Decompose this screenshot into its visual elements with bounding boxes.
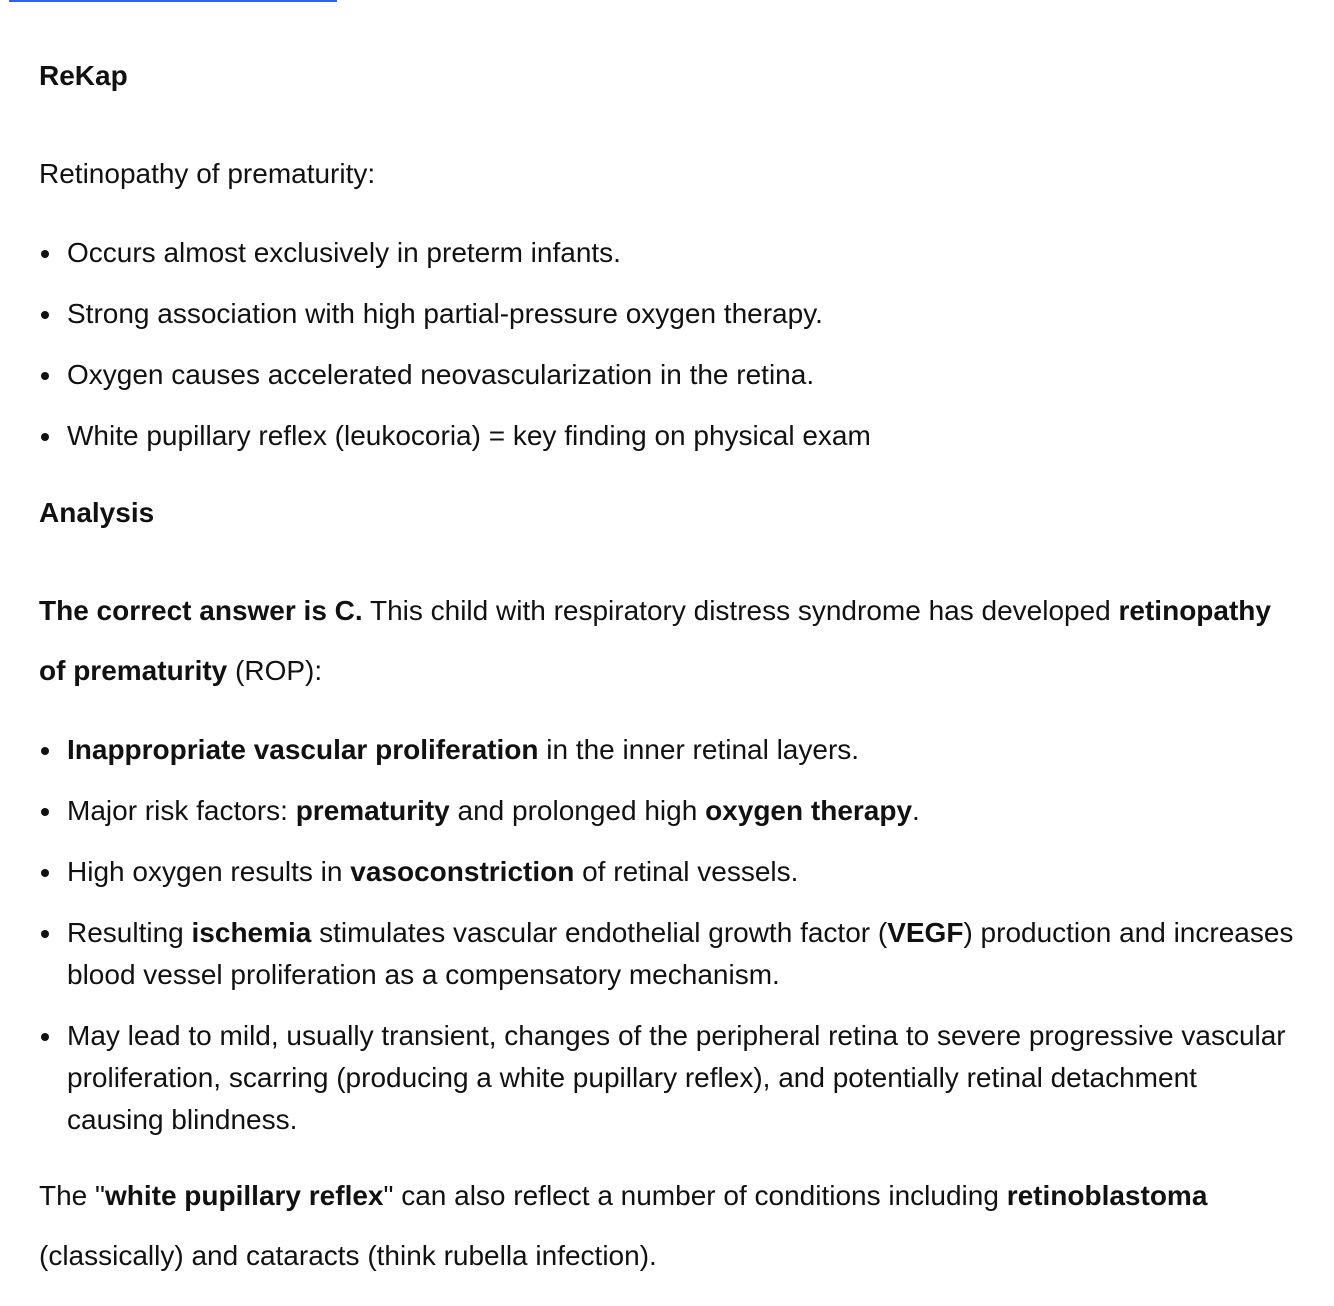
answer-paragraph: [39, 581, 1301, 701]
analysis-bullet: [39, 790, 1301, 832]
rekap-bullet: Strong association with high partial-pressure oxygen therapy.: [39, 293, 1301, 335]
rekap-bullet-list: [39, 232, 1301, 476]
closing-bold-term: retinoblastoma: [1006, 1180, 1208, 1211]
rekap-heading: ReKap: [39, 60, 128, 91]
closing-paragraph: [39, 1166, 1301, 1286]
rekap-intro: Retinopathy of prematurity:: [39, 158, 376, 189]
bullet-bold-term: ischemia: [191, 917, 312, 948]
closing-bold-term: white pupillary reflex: [104, 1180, 384, 1211]
analysis-bullet: [39, 851, 1301, 893]
bullet-text: ) production and increases blood vessel proliferation as a compensatory mechanism.: [67, 917, 1294, 990]
answer-text: (ROP):: [227, 655, 323, 686]
answer-text: This child with respiratory distress syndrome has developed: [362, 595, 1119, 626]
bullet-bold-term: oxygen therapy: [705, 795, 913, 826]
bullet-text: .: [912, 795, 920, 826]
closing-text: (classically) and cataracts (think rubella infection).: [39, 1240, 657, 1271]
bullet-bold-term: prematurity: [295, 795, 450, 826]
bullet-text: and prolonged high: [449, 795, 706, 826]
bullet-text: in the inner retinal layers.: [538, 734, 860, 765]
bullet-text: Resulting: [67, 917, 192, 948]
closing-text: The ": [39, 1180, 105, 1211]
correct-answer-lead: The correct answer is C.: [39, 595, 363, 626]
analysis-heading: Analysis: [39, 497, 155, 528]
rekap-bullet: Occurs almost exclusively in preterm infants.: [39, 232, 1301, 274]
bullet-text: Major risk factors:: [67, 795, 296, 826]
bullet-text: of retinal vessels.: [574, 856, 799, 887]
analysis-bullet: [39, 912, 1301, 996]
closing-text: " can also reflect a number of conditions including: [383, 1180, 1007, 1211]
analysis-bullet: [39, 729, 1301, 771]
rop-term: retinopathy of prematurity: [39, 595, 1271, 686]
rekap-bullet: White pupillary reflex (leukocoria) = key finding on physical exam: [39, 415, 1301, 457]
analysis-bullet-list: [39, 729, 1301, 1160]
bullet-bold-term: VEGF: [887, 917, 964, 948]
bullet-bold-term: Inappropriate vascular proliferation: [67, 734, 539, 765]
bullet-text: High oxygen results in: [67, 856, 351, 887]
analysis-bullet: May lead to mild, usually transient, changes of the peripheral retina to severe progressive vascular proliferation, scarring (producing a white pupillary reflex), and potentially retinal detachment causing blindness.: [39, 1015, 1301, 1141]
bullet-text: stimulates vascular endothelial growth factor (: [311, 917, 888, 948]
bullet-bold-term: vasoconstriction: [350, 856, 575, 887]
top-link-underline: [9, 0, 337, 2]
rekap-bullet: Oxygen causes accelerated neovascularization in the retina.: [39, 354, 1301, 396]
